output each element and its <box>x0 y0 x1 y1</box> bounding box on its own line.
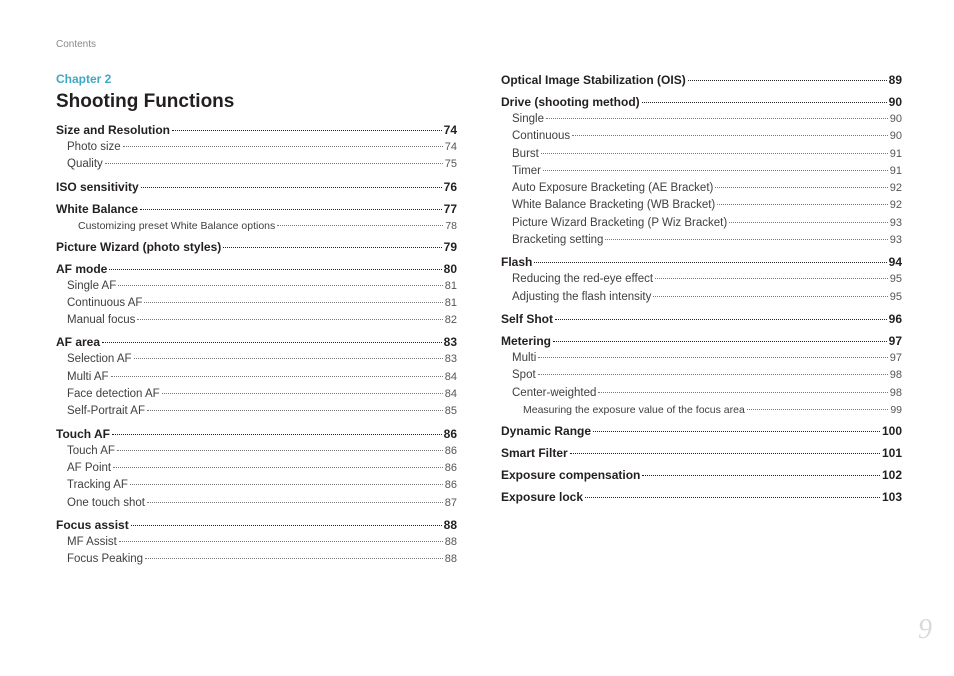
toc-entry-title: White Balance Bracketing (WB Bracket) <box>512 199 716 212</box>
toc-entry-title: Metering <box>501 333 552 348</box>
toc-entry-page: 93 <box>889 234 902 247</box>
toc-column-left <box>56 72 457 568</box>
dot-leader <box>277 225 443 226</box>
toc-entry-title: Spot <box>512 369 536 382</box>
toc-entry[interactable] <box>56 517 457 534</box>
toc-entry-title: Focus Peaking <box>67 553 144 566</box>
toc-entry-page: 79 <box>443 239 457 254</box>
toc-entry-title: Burst <box>512 147 539 160</box>
chapter-number: Chapter 2 <box>56 72 112 86</box>
toc-entry-page: 93 <box>889 216 902 229</box>
toc-entry-page: 95 <box>889 273 902 286</box>
dot-leader <box>113 467 443 468</box>
toc-entry-title: Picture Wizard (photo styles) <box>56 239 222 254</box>
toc-entry-title: ISO sensitivity <box>56 179 139 194</box>
toc-entry-page: 81 <box>444 279 457 292</box>
toc-entry[interactable] <box>56 551 457 568</box>
toc-entry-page: 74 <box>443 123 457 137</box>
toc-entry-title: AF Point <box>67 461 112 474</box>
toc-entry-page: 80 <box>443 261 457 276</box>
toc-entry[interactable] <box>56 278 457 295</box>
dot-leader <box>147 410 443 411</box>
dot-leader <box>144 302 442 303</box>
toc-entry[interactable] <box>501 289 902 306</box>
toc-entry-page: 97 <box>888 333 902 348</box>
toc-entry-title: Single <box>512 113 544 125</box>
dot-leader <box>538 374 888 375</box>
toc-entry-page: 98 <box>889 386 902 399</box>
toc-entry-title: Touch AF <box>56 426 110 441</box>
toc-entry-page: 86 <box>444 479 457 492</box>
dot-leader <box>593 431 880 432</box>
dot-leader <box>543 170 888 171</box>
dot-leader <box>141 187 442 188</box>
toc-entry-title: Continuous AF <box>67 296 143 309</box>
toc-entry-title: Smart Filter <box>501 445 568 460</box>
dot-leader <box>140 209 442 210</box>
dot-leader <box>642 475 880 476</box>
toc-entry-page: 76 <box>443 179 457 194</box>
dot-leader <box>655 278 888 279</box>
toc-entry-title: Flash <box>501 255 533 270</box>
toc-entry[interactable] <box>56 460 457 477</box>
dot-leader <box>572 135 888 136</box>
toc-entry-page: 89 <box>888 73 902 87</box>
toc-entry-title: Customizing preset White Balance options <box>78 219 276 232</box>
toc-entry[interactable] <box>501 367 902 384</box>
toc-entry-page: 102 <box>881 467 902 482</box>
toc-entry-page: 97 <box>889 351 902 364</box>
toc-entry-page: 91 <box>889 147 902 160</box>
dot-leader <box>172 130 442 131</box>
dot-leader <box>134 358 443 359</box>
toc-entry[interactable] <box>501 72 902 89</box>
toc-entry-page: 99 <box>890 403 902 416</box>
toc-entry[interactable] <box>501 215 902 232</box>
toc-entry-page: 94 <box>888 255 902 270</box>
dot-leader <box>541 153 888 154</box>
dot-leader <box>534 262 886 263</box>
toc-entry-page: 88 <box>444 553 457 566</box>
toc-entry-title: Dynamic Range <box>501 423 592 438</box>
toc-entry[interactable] <box>56 426 457 443</box>
toc-entry[interactable] <box>56 386 457 403</box>
toc-entry[interactable] <box>501 180 902 197</box>
toc-entry-page: 74 <box>444 141 457 153</box>
toc-list-right <box>501 72 902 506</box>
dot-leader <box>130 484 443 485</box>
toc-entry[interactable] <box>501 445 902 462</box>
toc-entry-title: Photo size <box>67 141 121 153</box>
dot-leader <box>105 163 443 164</box>
toc-entry-title: Self-Portrait AF <box>67 405 145 418</box>
toc-entry-page: 84 <box>444 370 457 383</box>
dot-leader <box>642 102 887 103</box>
toc-entry-title: White Balance <box>56 201 139 216</box>
toc-entry-title: Measuring the exposure value of the focus area <box>523 403 745 416</box>
toc-entry-page: 100 <box>881 423 902 438</box>
toc-entry-page: 87 <box>444 496 457 509</box>
toc-entry-title: Drive (shooting method) <box>501 95 640 109</box>
toc-entry-title: Continuous <box>512 130 571 143</box>
toc-entry[interactable] <box>501 111 902 128</box>
dot-leader <box>112 434 442 435</box>
toc-entry-page: 91 <box>889 164 902 177</box>
toc-entry-title: AF area <box>56 335 101 350</box>
toc-entry-title: Exposure compensation <box>501 467 641 482</box>
toc-entry[interactable] <box>56 261 457 278</box>
toc-entry-page: 86 <box>444 444 457 457</box>
chapter-title: Shooting Functions <box>56 91 235 112</box>
dot-leader <box>137 319 442 320</box>
dot-leader <box>555 319 887 320</box>
toc-entry[interactable] <box>501 350 902 367</box>
dot-leader <box>123 146 443 147</box>
toc-entry-page: 81 <box>444 296 457 309</box>
toc-entry[interactable] <box>56 122 457 139</box>
toc-entry-page: 75 <box>444 158 457 171</box>
toc-entry-page: 90 <box>889 113 902 125</box>
dot-leader <box>747 409 889 410</box>
toc-entry-title: Reducing the red-eye effect <box>512 273 654 286</box>
toc-entry[interactable] <box>501 146 902 163</box>
toc-entry-page: 84 <box>444 388 457 401</box>
toc-entry-page: 86 <box>443 426 457 441</box>
toc-entry-page: 83 <box>443 335 457 350</box>
dot-leader <box>715 187 887 188</box>
toc-entry-title: Optical Image Stabilization (OIS) <box>501 73 686 87</box>
toc-entry-page: 88 <box>444 535 457 548</box>
toc-entry[interactable] <box>56 312 457 329</box>
toc-entry[interactable] <box>56 218 457 234</box>
toc-entry-title: Quality <box>67 158 103 171</box>
toc-entry-title: Timer <box>512 164 541 177</box>
toc-entry-title: Picture Wizard Bracketing (P Wiz Bracket) <box>512 216 728 229</box>
toc-entry[interactable] <box>501 94 902 111</box>
dot-leader <box>688 80 887 81</box>
toc-entry-title: Face detection AF <box>67 388 160 401</box>
dot-leader <box>145 558 443 559</box>
dot-leader <box>729 222 888 223</box>
toc-entry-page: 90 <box>888 95 902 109</box>
dot-leader <box>147 502 443 503</box>
toc-entry[interactable] <box>501 489 902 506</box>
toc-entry-page: 82 <box>444 314 457 327</box>
toc-entry[interactable] <box>56 201 457 218</box>
toc-entry[interactable] <box>501 271 902 288</box>
toc-entry-page: 86 <box>444 461 457 474</box>
toc-entry-page: 90 <box>889 130 902 143</box>
toc-entry[interactable] <box>501 163 902 180</box>
toc-entry-title: Bracketing setting <box>512 234 604 247</box>
toc-entry[interactable] <box>501 311 902 328</box>
toc-entry[interactable] <box>56 369 457 386</box>
dot-leader <box>538 357 887 358</box>
dot-leader <box>118 285 443 286</box>
dot-leader <box>653 296 887 297</box>
toc-entry-page: 85 <box>444 405 457 418</box>
toc-entry-title: Size and Resolution <box>56 123 171 137</box>
toc-entry[interactable] <box>501 333 902 350</box>
running-header: Contents <box>56 39 97 50</box>
toc-entry[interactable] <box>56 351 457 368</box>
toc-column-right <box>501 72 902 506</box>
toc-entry[interactable] <box>56 443 457 460</box>
dot-leader <box>109 269 441 270</box>
dot-leader <box>117 450 443 451</box>
toc-entry-title: Self Shot <box>501 311 554 326</box>
toc-entry-page: 92 <box>889 199 902 212</box>
toc-entry-title: AF mode <box>56 261 108 276</box>
dot-leader <box>102 342 442 343</box>
toc-entry-page: 96 <box>888 311 902 326</box>
dot-leader <box>119 541 443 542</box>
toc-entry-page: 92 <box>889 182 902 195</box>
toc-entry[interactable] <box>56 139 457 156</box>
toc-entry[interactable] <box>56 156 457 173</box>
toc-entry-page: 77 <box>443 201 457 216</box>
dot-leader <box>546 118 888 119</box>
dot-leader <box>553 341 887 342</box>
toc-entry[interactable] <box>501 467 902 484</box>
dot-leader <box>162 393 443 394</box>
toc-entry[interactable] <box>501 254 902 271</box>
toc-entry[interactable] <box>501 128 902 145</box>
toc-entry[interactable] <box>56 534 457 551</box>
toc-entry-title: Focus assist <box>56 517 129 532</box>
toc-entry-title: One touch shot <box>67 496 145 509</box>
toc-entry-page: 98 <box>889 369 902 382</box>
toc-entry[interactable] <box>56 179 457 196</box>
toc-entry[interactable] <box>56 403 457 420</box>
toc-entry-title: Center-weighted <box>512 386 597 399</box>
dot-leader <box>570 453 880 454</box>
toc-entry-title: Multi <box>512 351 537 364</box>
toc-entry[interactable] <box>56 239 457 256</box>
toc-entry-title: Manual focus <box>67 314 136 327</box>
toc-entry-title: Auto Exposure Bracketing (AE Bracket) <box>512 182 714 195</box>
dot-leader <box>223 247 441 248</box>
toc-entry-title: Tracking AF <box>67 479 128 492</box>
toc-list-left <box>56 122 457 568</box>
toc-entry-page: 103 <box>881 489 902 504</box>
dot-leader <box>131 525 442 526</box>
page-number: 9 <box>918 614 932 645</box>
dot-leader <box>111 376 443 377</box>
toc-entry[interactable] <box>501 197 902 214</box>
toc-entry-title: Single AF <box>67 279 117 292</box>
toc-entry[interactable] <box>501 385 902 402</box>
toc-entry-title: Touch AF <box>67 444 115 457</box>
dot-leader <box>585 497 880 498</box>
toc-entry-page: 78 <box>445 219 457 232</box>
toc-entry-title: Multi AF <box>67 370 109 383</box>
toc-entry-page: 95 <box>889 290 902 303</box>
toc-entry[interactable] <box>56 334 457 351</box>
toc-entry[interactable] <box>501 423 902 440</box>
toc-entry[interactable] <box>56 495 457 512</box>
dot-leader <box>598 392 887 393</box>
toc-entry[interactable] <box>56 295 457 312</box>
toc-entry[interactable] <box>501 232 902 249</box>
toc-entry-page: 101 <box>881 445 902 460</box>
toc-entry-title: Selection AF <box>67 353 132 366</box>
toc-entry-title: Exposure lock <box>501 489 584 504</box>
dot-leader <box>717 204 888 205</box>
toc-entry[interactable] <box>501 402 902 418</box>
toc-entry-title: Adjusting the flash intensity <box>512 290 652 303</box>
toc-entry-page: 88 <box>443 517 457 532</box>
toc-entry-title: MF Assist <box>67 535 117 548</box>
dot-leader <box>605 239 887 240</box>
toc-entry[interactable] <box>56 477 457 494</box>
toc-entry-page: 83 <box>444 353 457 366</box>
